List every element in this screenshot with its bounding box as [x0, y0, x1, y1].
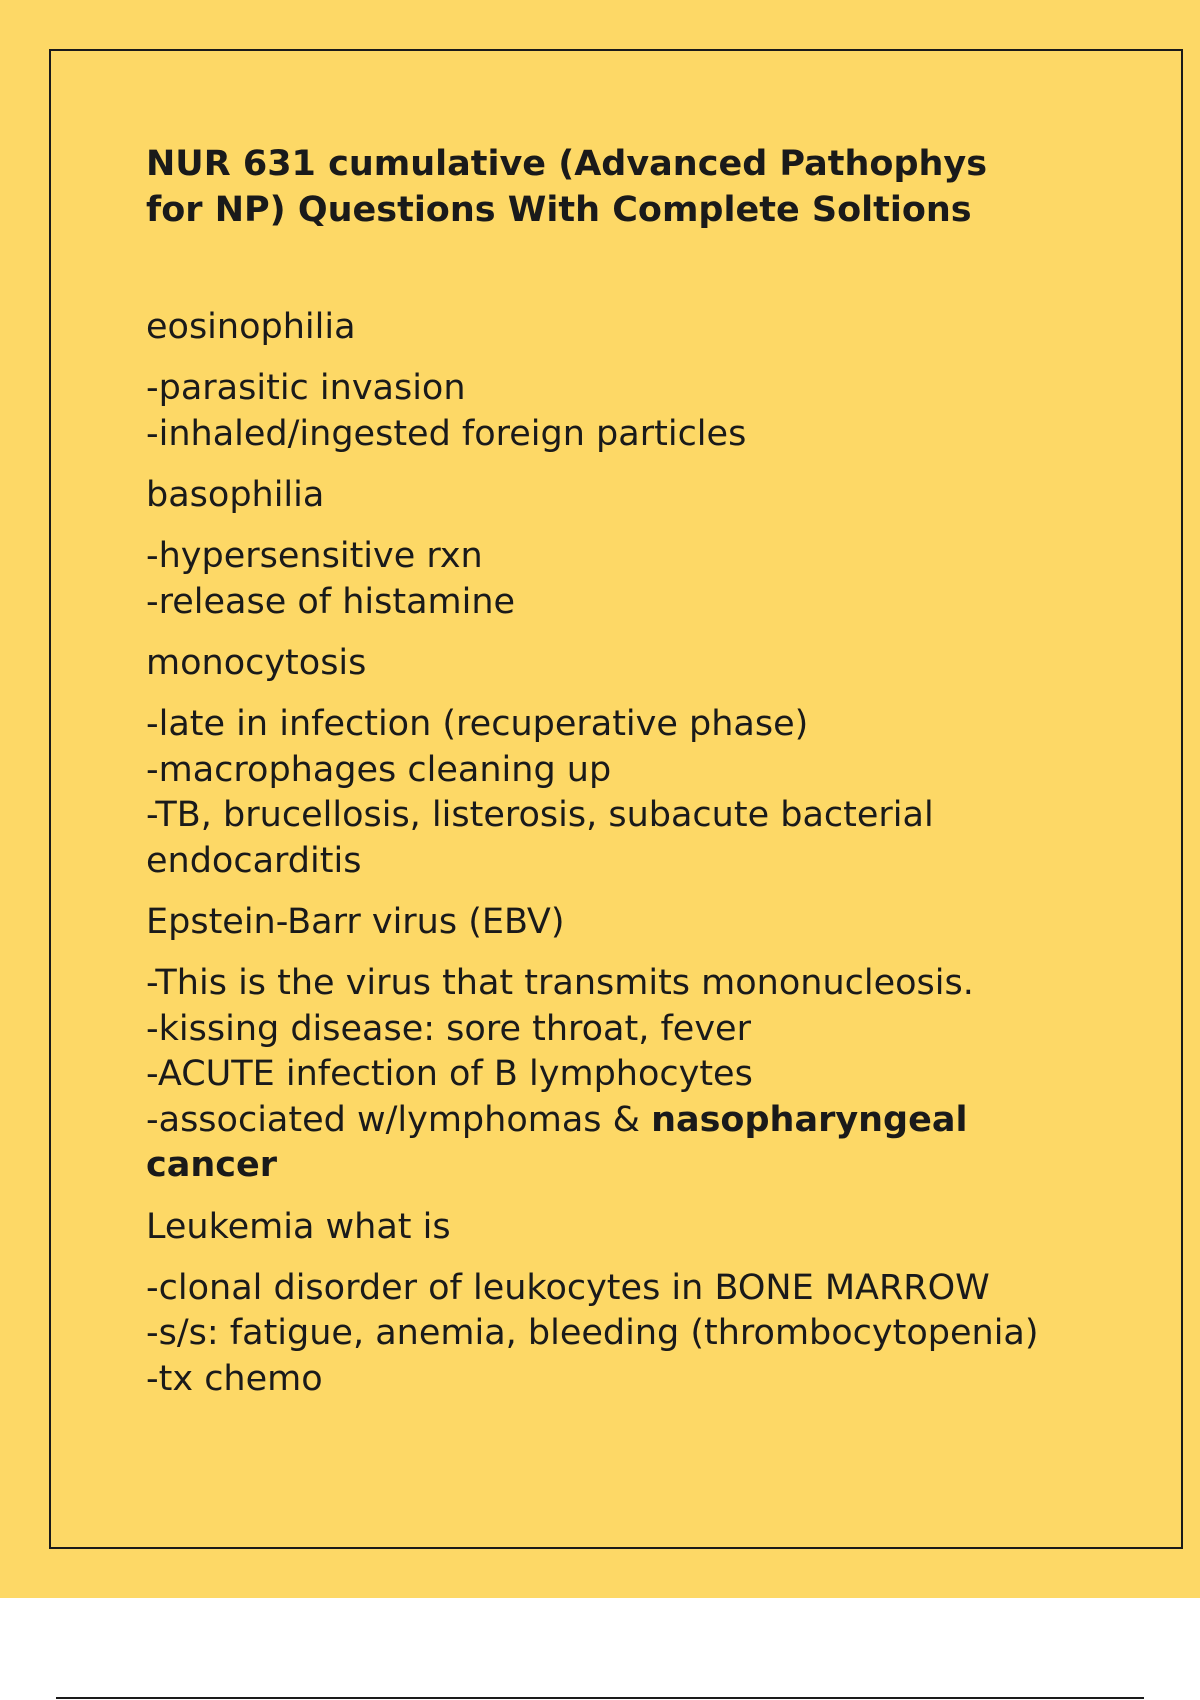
definition-line: -This is the virus that transmits mononucleosis.	[146, 963, 974, 1003]
definition-line-bold	[146, 1143, 1106, 1189]
definition-line: -hypersensitive rxn	[146, 536, 483, 576]
definition-line: -macrophages cleaning up	[146, 749, 612, 790]
term-basophilia: basophilia	[146, 475, 325, 515]
term-leukemia: Leukemia what is	[146, 1206, 451, 1247]
definition-leukemia	[146, 1266, 1106, 1403]
definition-line: -TB, brucellosis, listerosis, subacute bacterial	[146, 795, 934, 835]
footer-divider	[56, 1697, 1144, 1699]
document-content	[146, 141, 1106, 1418]
definition-eosinophilia	[146, 366, 1106, 457]
definition-line: -kissing disease: sore throat, fever	[146, 1008, 751, 1049]
definition-line: -ACUTE infection of B lymphocytes	[146, 1054, 753, 1094]
definition-emphasis: cancer	[146, 1145, 278, 1185]
definition-line: -parasitic invasion	[146, 368, 466, 408]
definition-line: -late in infection (recuperative phase)	[146, 704, 809, 744]
term-eosinophilia: eosinophilia	[146, 307, 356, 347]
definition-line: -release of histamine	[146, 581, 516, 622]
definition-line: -clonal disorder of leukocytes in BONE MARROW	[146, 1267, 990, 1308]
term-epstein-barr-virus: Epstein-Barr virus (EBV)	[146, 902, 565, 942]
definition-line: endocarditis	[146, 840, 362, 881]
definition-text: -associated w/lymphomas &	[146, 1099, 652, 1140]
flashcard-list	[146, 305, 1106, 1402]
definition-basophilia	[146, 534, 1106, 625]
title-line-1: NUR 631 cumulative (Advanced Pathophys	[146, 144, 988, 184]
definition-monocytosis	[146, 702, 1106, 884]
definition-line: -inhaled/ingested foreign particles	[146, 413, 747, 454]
term-monocytosis: monocytosis	[146, 643, 367, 683]
definition-emphasis: nasopharyngeal	[651, 1099, 968, 1140]
document-title	[146, 141, 1106, 233]
definition-epstein-barr-virus	[146, 961, 1106, 1189]
definition-line: -s/s: fatigue, anemia, bleeding (thrombocytopenia)	[146, 1313, 1039, 1353]
title-line-2: for NP) Questions With Complete Soltions	[146, 190, 972, 230]
definition-line-mixed	[146, 1098, 1106, 1144]
definition-line: -tx chemo	[146, 1358, 323, 1399]
